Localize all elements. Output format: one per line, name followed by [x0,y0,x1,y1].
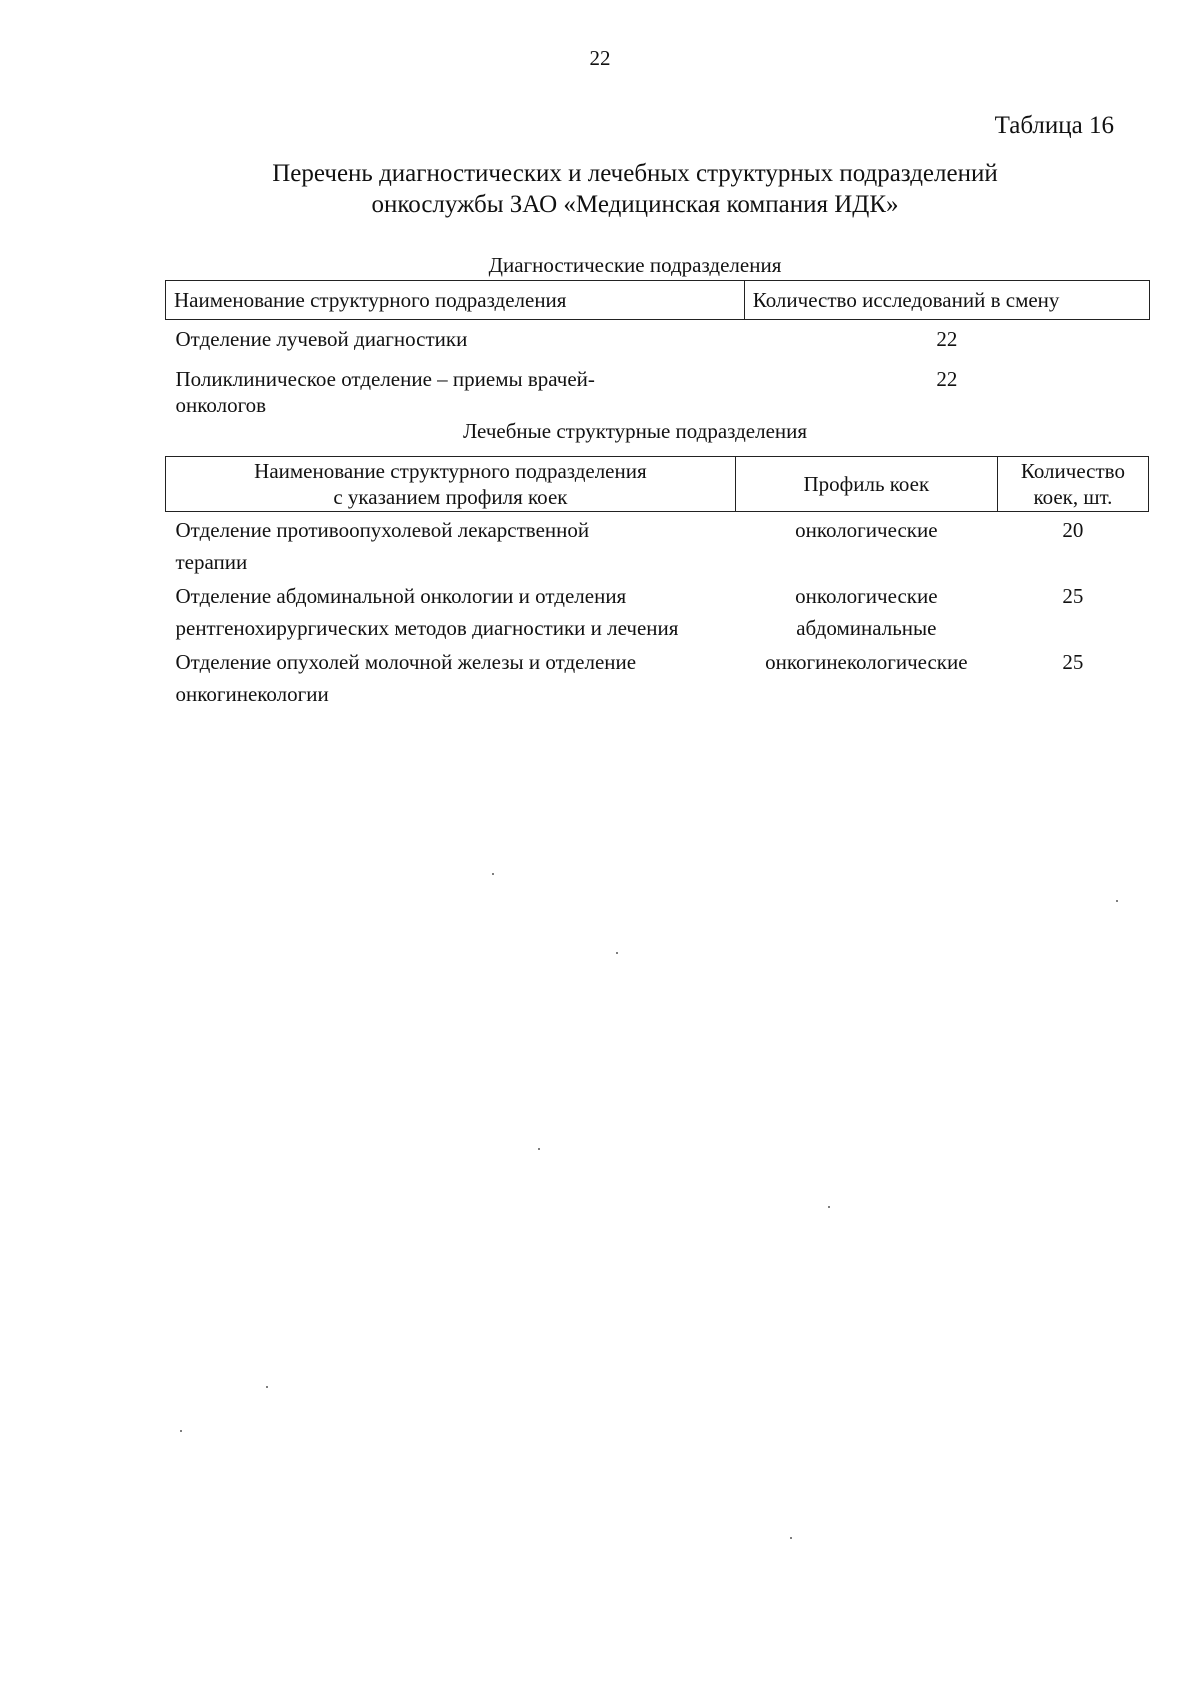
treatment-header-count [997,457,1148,512]
scan-speck [828,1206,830,1208]
diagnostic-header-count: Количество исследований в смену [744,281,1149,320]
document-title [150,158,1120,220]
diagnostic-table [165,280,1150,418]
table-row [166,644,1149,710]
title-line-1: Перечень диагностических и лечебных структурных подразделений [272,160,998,187]
scan-speck [1116,900,1118,902]
treatment-row-count: 20 [1062,518,1084,542]
table-row [166,512,1149,579]
diagnostic-row-count: 22 [936,327,958,351]
treatment-row-profile: онкогинекологические [765,650,968,674]
treatment-row-name: Отделение абдоминальной онкологии и отделения рентгенохирургических методов диагностики и лечения [175,584,679,640]
diagnostic-row-count: 22 [936,367,958,391]
page-number: 22 [589,46,611,70]
treatment-header-count-line2: коек, шт. [1033,485,1113,509]
treatment-header-name [166,457,736,512]
table-row [166,360,1150,418]
scan-speck [180,1430,182,1432]
diagnostic-caption: Диагностические подразделения [488,253,782,277]
treatment-row-profile: онкологические абдоминальные [795,584,938,640]
scan-speck [538,1148,540,1150]
treatment-row-name: Отделение опухолей молочной железы и отделение онкогинекологии [175,650,637,706]
diagnostic-header-name: Наименование структурного подразделения [166,281,745,320]
scan-speck [266,1386,268,1388]
scan-speck [790,1537,792,1539]
treatment-header-name-line1: Наименование структурного подразделения [254,459,647,483]
treatment-row-count: 25 [1062,584,1084,608]
scan-speck [492,873,494,875]
table-row [166,320,1150,361]
treatment-header-name-line2: с указанием профиля коек [333,485,568,509]
treatment-header-count-line1: Количество [1020,459,1125,483]
title-line-2: онкослужбы ЗАО «Медицинская компания ИДК» [371,191,899,218]
diagnostic-header-row [166,281,1150,320]
scan-speck [616,952,618,954]
table-row [166,578,1149,644]
treatment-row-count: 25 [1062,650,1084,674]
treatment-header-profile: Профиль коек [735,457,997,512]
treatment-header-row [166,457,1149,512]
diagnostic-row-name: Поликлиническое отделение – приемы врачей-онкологов [175,367,595,417]
treatment-row-name: Отделение противоопухолевой лекарственной терапии [175,518,590,574]
treatment-caption: Лечебные структурные подразделения [462,419,808,443]
table-label: Таблица 16 [994,112,1114,139]
treatment-table [165,456,1149,710]
treatment-row-profile: онкологические [795,518,938,542]
diagnostic-row-name: Отделение лучевой диагностики [175,327,468,351]
